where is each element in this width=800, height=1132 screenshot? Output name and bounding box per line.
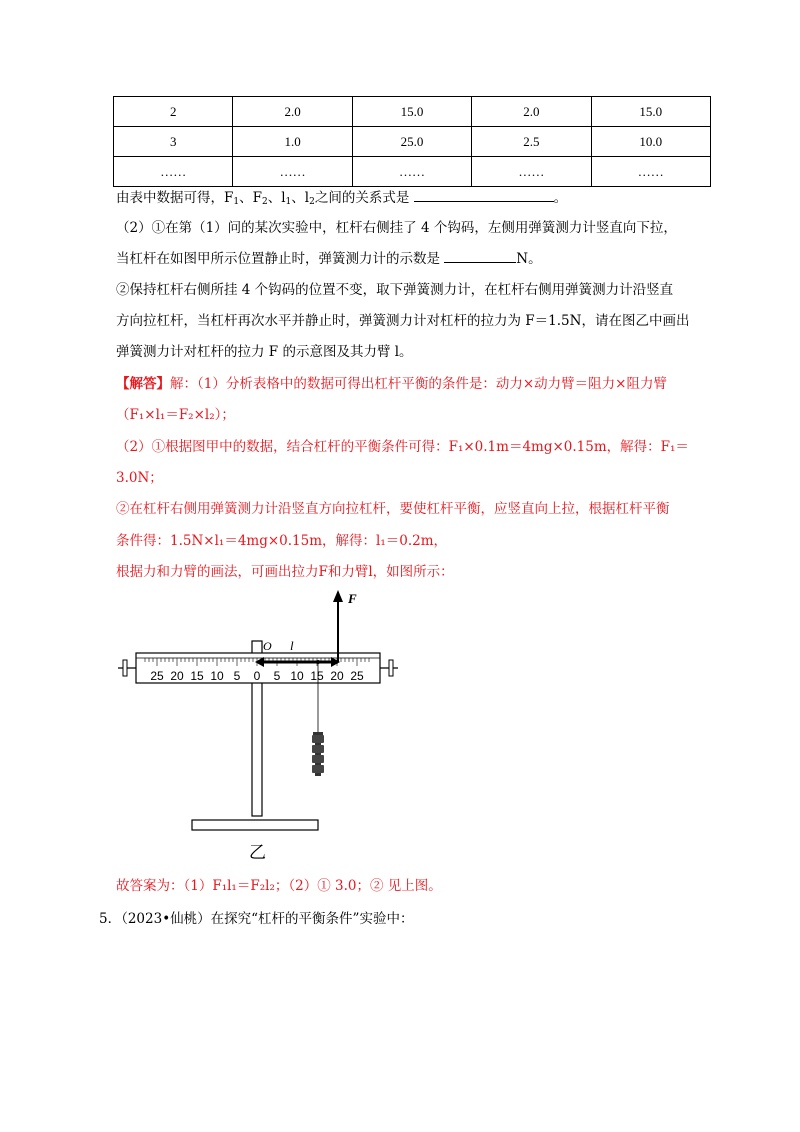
table-cell: 25.0 [352,127,471,157]
table-cell: 2.0 [472,97,591,127]
scale-labels [150,669,364,683]
scale-label: 20 [170,669,184,683]
table-cell: 10.0 [591,127,710,157]
question-1-line: 由表中数据可得，$F_1$、$F_2$、$l_1$、$l_2$之间的关系式是 。 [116,190,568,207]
final-answer: 故答案为：（1）F₁l₁＝F₂l₂；（2）① 3.0；② 见上图。 [116,878,442,894]
question-2-line-1: （2）①在第（1）问的某次实验中，杠杆右侧挂了 4 个钩码，左侧用弹簧测力计竖直向下拉， [116,220,677,236]
answer-blank [444,262,516,263]
answer-line-3: （2）①根据图甲中的数据，结合杠杆的平衡条件可得：F₁×0.1m＝4mg×0.15m，解得：F₁＝ [116,439,689,455]
text: 。 [553,190,568,206]
table-cell: …… [591,157,710,187]
answer-blank [414,201,554,202]
left-knob [118,660,136,676]
scale-label: 15 [190,669,204,683]
table-cell: …… [472,157,591,187]
table-row [114,97,711,127]
table-cell: …… [114,157,233,187]
question-2-line-2 [116,249,542,269]
text: 、l [291,190,310,206]
text: 由表中数据可得，F [116,190,234,206]
table-cell: 2.0 [233,97,352,127]
answer-line-6: 条件得：1.5N×l₁＝4mg×0.15m，解得：l₁＝0.2m， [116,533,448,549]
scale-label: 5 [273,669,281,683]
lever-diagram [110,586,410,836]
table-cell: …… [233,157,352,187]
scale-label: 25 [150,669,164,683]
scale-label: 5 [233,669,241,683]
scale-label: 20 [330,669,344,683]
answer-line-7: 根据力和力臂的画法，可画出拉力F和力臂l，如图所示： [116,564,454,580]
question-2-line-3: ②保持杠杆右侧所挂 4 个钩码的位置不变，取下弹簧测力计，在杠杆右侧用弹簧测力计沿竖直 [116,282,674,298]
answer-line-2: （F₁×l₁＝F₂×l₂）； [116,407,235,423]
text: 、F [239,190,262,206]
scale-label: 10 [290,669,304,683]
table-cell: …… [352,157,471,187]
table-cell: 2.5 [472,127,591,157]
text: 解：（1）分析表格中的数据可得出杠杆平衡的条件是：动力×动力臂＝阻力×阻力臂 [170,376,667,392]
text: N。 [516,251,542,267]
table-row [114,127,711,157]
figure-caption: 乙 [249,843,266,863]
scale-label: 25 [350,669,364,683]
answer-tag: 【解答】 [116,376,170,392]
pivot-label: O [263,639,272,653]
answer-line-4: 3.0N； [116,470,163,486]
force-label: F [348,591,357,606]
table-cell: 1.0 [233,127,352,157]
answer-line-1 [116,374,667,394]
arm-label: l [290,638,294,653]
table-cell: 15.0 [352,97,471,127]
text: 、l [267,190,286,206]
table-row [114,157,711,187]
table-cell: 2 [114,97,233,127]
table-cell: 3 [114,127,233,157]
scale-label: 15 [310,669,324,683]
stand-base [192,820,318,830]
scale-label: 10 [210,669,224,683]
text: 之间的关系式是 [314,190,410,206]
table-cell: 15.0 [591,97,710,127]
question-2-line-4: 方向拉杠杆，当杠杆再次水平并静止时，弹簧测力计对杠杆的拉力为 F＝1.5N，请在图乙中画出 [116,313,690,329]
right-knob [380,660,398,676]
answer-line-5: ②在杠杆右侧用弹簧测力计沿竖直方向拉杠杆，要使杠杆平衡，应竖直向上拉，根据杠杆平衡 [116,501,670,517]
scale-label: 0 [253,669,261,683]
data-table [113,96,711,187]
next-question: 5．（2023•仙桃）在探究“杠杆的平衡条件”实验中： [99,911,414,927]
text: 当杠杆在如图甲所示位置静止时，弹簧测力计的示数是 [116,251,440,267]
force-arrow [333,590,343,662]
question-2-line-5: 弹簧测力计对杠杆的拉力 F 的示意图及其力臂 l。 [116,344,413,360]
